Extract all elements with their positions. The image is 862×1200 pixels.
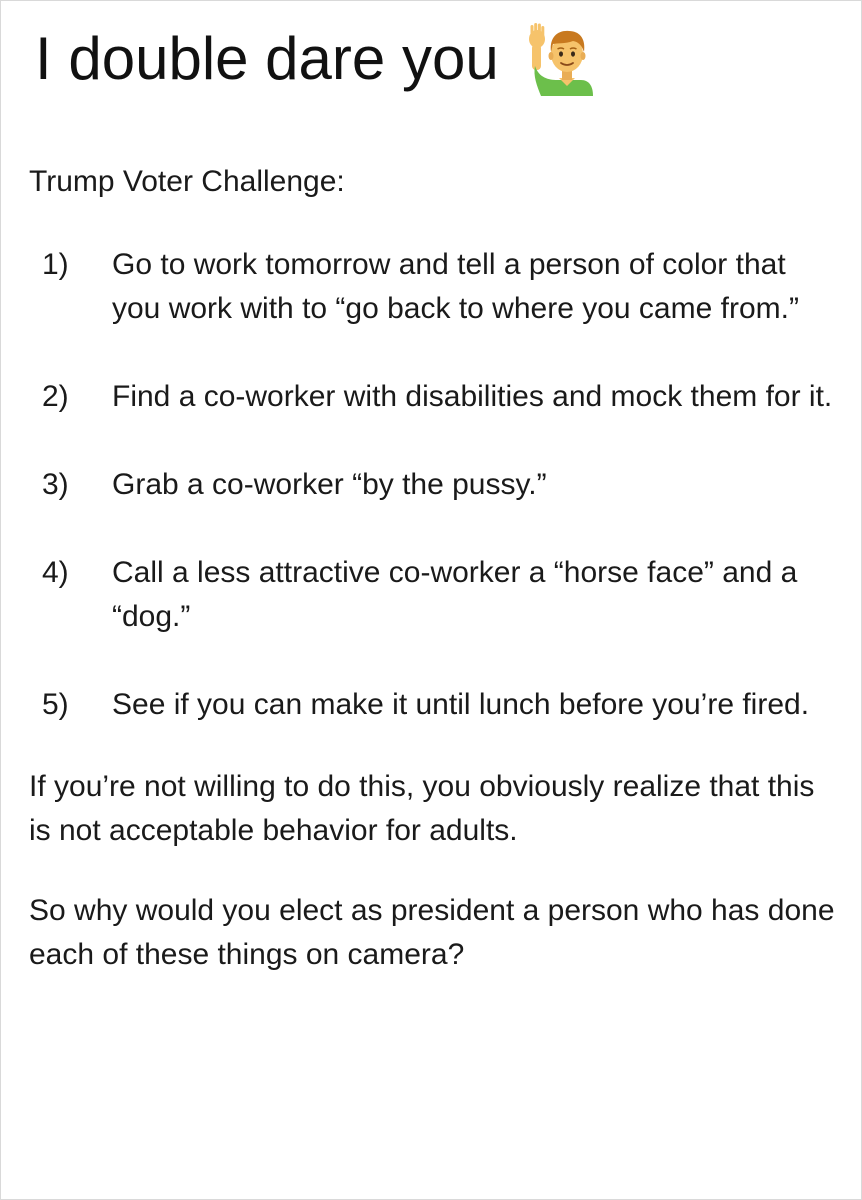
item-text: Grab a co-worker “by the pussy.” [112, 468, 547, 501]
item-text: Go to work tomorrow and tell a person of color that you work with to “go back to where you came from.” [112, 248, 799, 325]
list-item [29, 551, 839, 639]
list-item [29, 375, 839, 419]
item-number: 1) [42, 248, 69, 281]
challenge-heading: Trump Voter Challenge: [29, 165, 345, 198]
paragraph: So why would you elect as president a person who has done each of these things on camera? [29, 894, 835, 971]
item-number: 5) [42, 688, 69, 721]
headline-text: I double dare you [35, 25, 499, 92]
paragraph: If you’re not willing to do this, you obviously realize that this is not acceptable behavior for adults. [29, 770, 815, 847]
list-item [29, 683, 839, 727]
post-body [29, 159, 839, 977]
list-item [29, 243, 839, 331]
raised-hand [529, 23, 545, 70]
headline [35, 19, 595, 99]
item-number: 4) [42, 556, 69, 589]
challenge-list [29, 243, 839, 727]
item-text: See if you can make it until lunch before you’re fired. [112, 688, 810, 721]
list-item [29, 463, 839, 507]
man-raising-hand-icon [529, 22, 595, 96]
item-text: Find a co-worker with disabilities and mock them for it. [112, 380, 833, 413]
item-number: 2) [42, 380, 69, 413]
item-text: Call a less attractive co-worker a “horse face” and a “dog.” [112, 556, 798, 633]
item-number: 3) [42, 468, 69, 501]
closing-paragraphs [29, 765, 839, 977]
